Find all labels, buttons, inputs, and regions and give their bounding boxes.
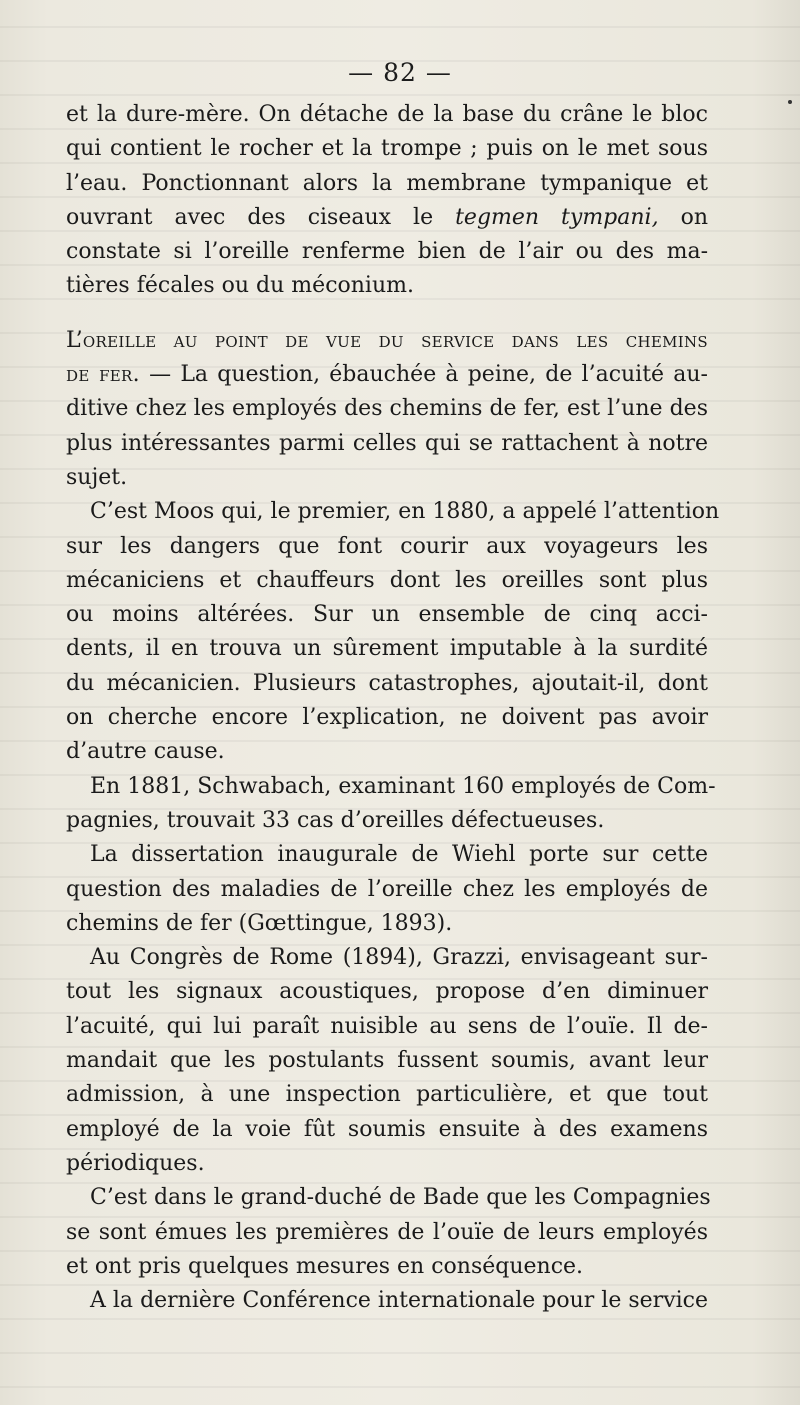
- section-heading: de fer.: [66, 362, 140, 388]
- text-line: A la dernière Conférence internationale pour le service: [90, 1288, 708, 1314]
- text-line: [66, 324, 708, 358]
- text-line: Au Congrès de Rome (1894), Grazzi, envisageant sur-: [90, 945, 708, 971]
- text-line: tières fécales ou du méconium.: [66, 273, 414, 299]
- text-line: périodiques.: [66, 1150, 205, 1176]
- text-line: admission, à une inspection particulière, et que tout: [66, 1082, 708, 1108]
- text-line: qui contient le rocher et la trompe ; puis on le met sous: [66, 136, 708, 162]
- text-line: ditive chez les employés des chemins de fer, est l’une des: [66, 396, 708, 422]
- text-line: dents, il en trouva un sûrement imputable à la surdité: [66, 636, 708, 662]
- text-segment: — La question, ébauchée à peine, de l’acuité au-: [139, 362, 708, 388]
- text-line: l’acuité, qui lui paraît nuisible au sens de l’ouïe. Il de-: [66, 1013, 708, 1039]
- text-line: du mécanicien. Plusieurs catastrophes, ajoutait-il, dont: [66, 670, 708, 696]
- text-line: plus intéressantes parmi celles qui se rattachent à notre: [66, 430, 708, 456]
- italic-term: tegmen tympani,: [455, 204, 659, 230]
- text-line: question des maladies de l’oreille chez les employés de: [66, 876, 708, 902]
- body-text: [66, 98, 720, 1318]
- text-line: C’est dans le grand-duché de Bade que les Compagnies: [90, 1185, 711, 1211]
- text-line: La dissertation inaugurale de Wiehl porte sur cette: [90, 842, 708, 868]
- text-line: d’autre cause.: [66, 739, 225, 765]
- text-line: mandait que les postulants fussent soumis, avant leur: [66, 1048, 708, 1074]
- text-line: [66, 201, 708, 235]
- text-line: chemins de fer (Gœttingue, 1893).: [66, 910, 453, 936]
- text-line: employé de la voie fût soumis ensuite à des examens: [66, 1116, 708, 1142]
- text-line: sujet.: [66, 464, 128, 490]
- text-line: on cherche encore l’explication, ne doivent pas avoir: [66, 705, 708, 731]
- text-line: pagnies, trouvait 33 cas d’oreilles défectueuses.: [66, 807, 605, 833]
- text-line: ou moins altérées. Sur un ensemble de cinq acci-: [66, 602, 708, 628]
- text-segment: ouvrant avec des ciseaux le: [66, 204, 456, 230]
- text-line: constate si l’oreille renferme bien de l’air ou des ma-: [66, 239, 708, 265]
- margin-mark: [788, 100, 792, 104]
- text-segment: on: [658, 204, 708, 230]
- text-line: et la dure-mère. On détache de la base du crâne le bloc: [66, 102, 708, 127]
- text-line: [66, 358, 708, 392]
- section-heading: L’oreille au point de vue du service dans les chemins: [66, 327, 708, 353]
- text-line: mécaniciens et chauffeurs dont les oreilles sont plus: [66, 567, 708, 593]
- text-line: sur les dangers que font courir aux voyageurs les: [66, 533, 708, 559]
- text-line: se sont émues les premières de l’ouïe de leurs employés: [66, 1219, 708, 1245]
- text-line: C’est Moos qui, le premier, en 1880, a appelé l’attention: [90, 499, 720, 525]
- text-line: l’eau. Ponctionnant alors la membrane tympanique et: [66, 170, 708, 196]
- text-line: En 1881, Schwabach, examinant 160 employés de Com-: [90, 773, 716, 799]
- text-line: et ont pris quelques mesures en conséquence.: [66, 1253, 584, 1279]
- page-number: — 82 —: [348, 58, 452, 87]
- section-gap: [66, 304, 708, 324]
- text-line: tout les signaux acoustiques, propose d’en diminuer: [66, 979, 708, 1005]
